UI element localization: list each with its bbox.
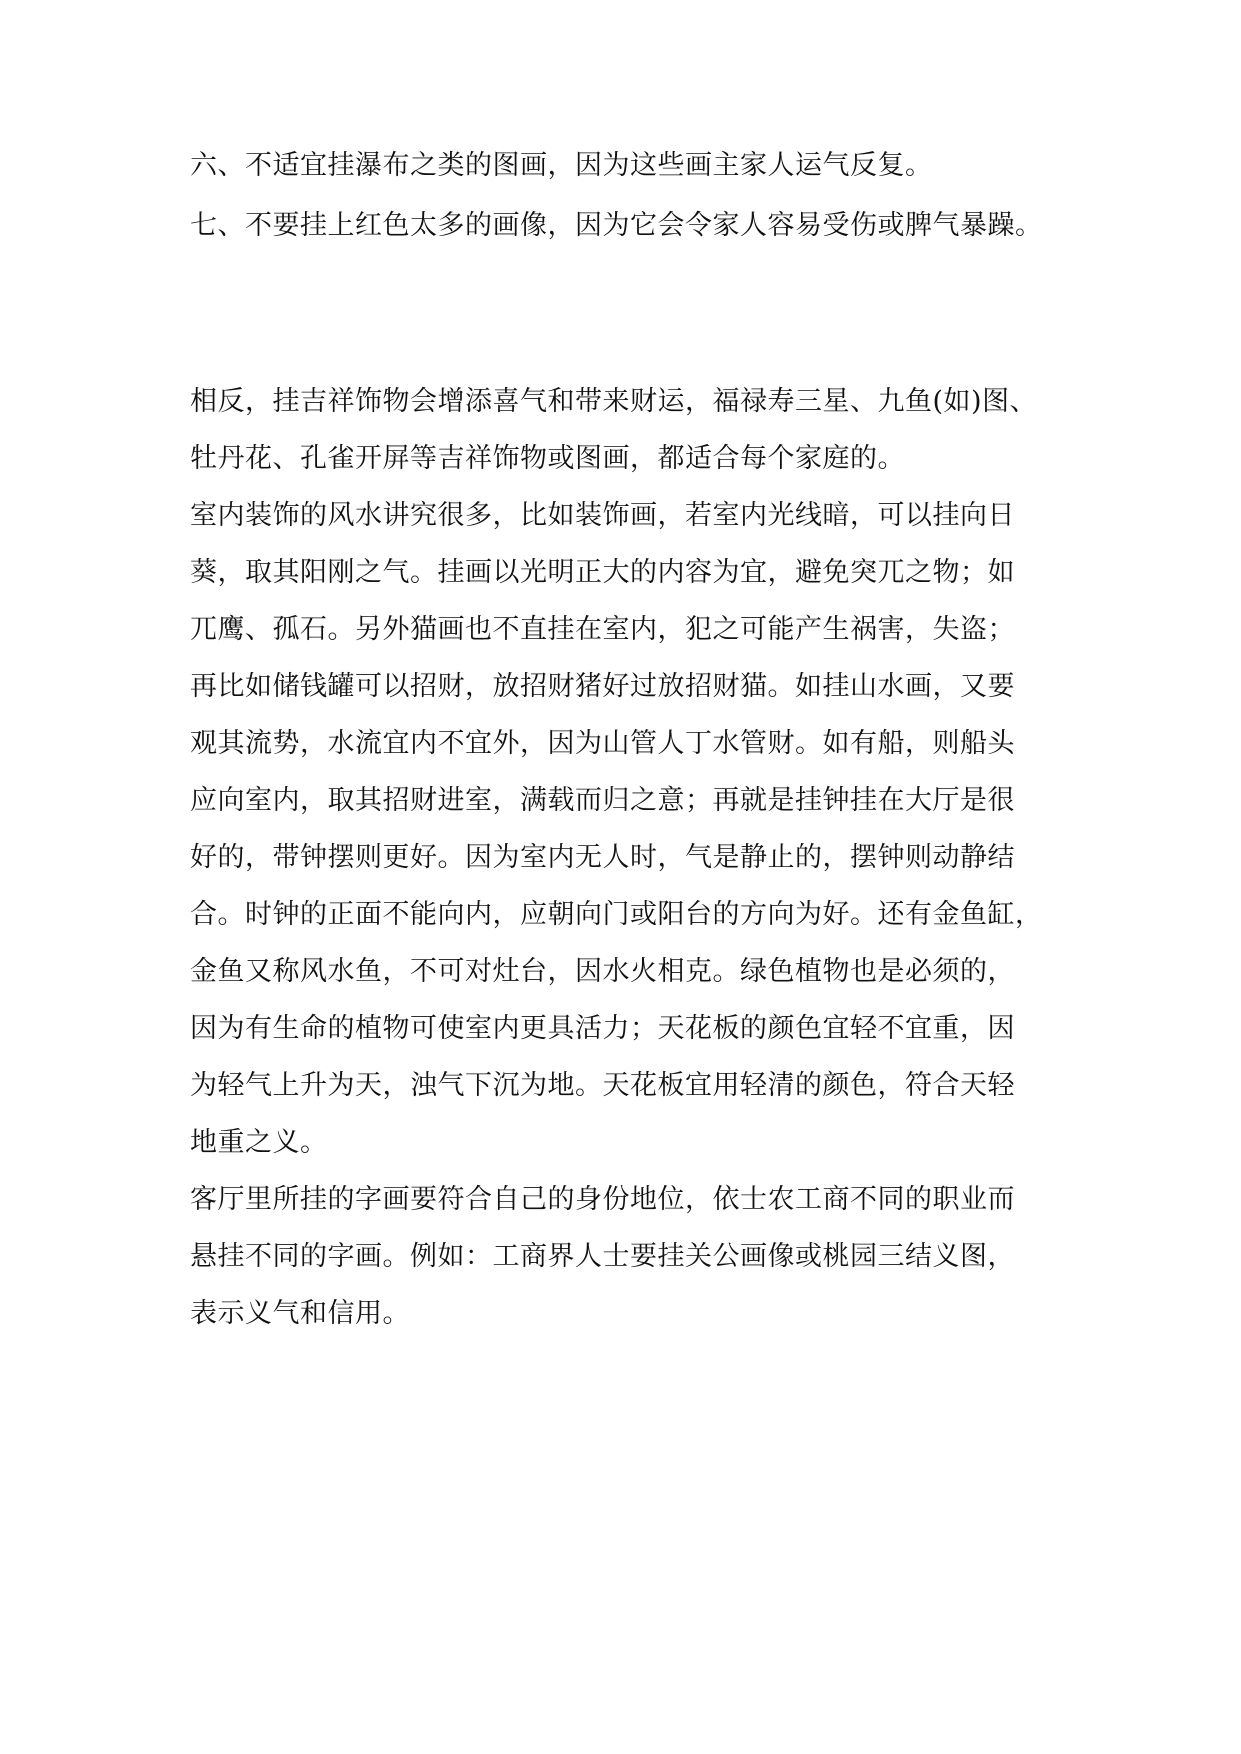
paragraph-2-line-2: 葵，取其阳刚之气。挂画以光明正大的内容为宜，避免突兀之物；如 xyxy=(190,557,1015,588)
paragraph-2-line-7: 好的，带钟摆则更好。因为室内无人时，气是静止的，摆钟则动静结 xyxy=(190,842,1015,873)
paragraph-2-line-9: 金鱼又称风水鱼，不可对灶台，因水火相克。绿色植物也是必须的， xyxy=(190,956,1015,987)
paragraph-3-line-2: 悬挂不同的字画。例如：工商界人士要挂关公画像或桃园三结义图， xyxy=(190,1241,1015,1272)
paragraph-2-line-10: 因为有生命的植物可使室内更具活力；天花板的颜色宜轻不宜重，因 xyxy=(190,1013,1015,1044)
paragraph-2-line-1: 室内装饰的风水讲究很多，比如装饰画，若室内光线暗，可以挂向日 xyxy=(190,500,1015,531)
paragraph-2-line-6: 应向室内，取其招财进室，满载而归之意；再就是挂钟挂在大厅是很 xyxy=(190,785,1015,816)
paragraph-2-line-3: 兀鹰、孤石。另外猫画也不直挂在室内，犯之可能产生祸害，失盗； xyxy=(190,614,1015,645)
paragraph-2-line-5: 观其流势，水流宜内不宜外，因为山管人丁水管财。如有船，则船头 xyxy=(190,728,1015,759)
paragraph-2-line-4: 再比如储钱罐可以招财，放招财猪好过放招财猫。如挂山水画，又要 xyxy=(190,671,1015,702)
list-item-7: 七、不要挂上红色太多的画像，因为它会令家人容易受伤或脾气暴躁。 xyxy=(190,210,1043,241)
paragraph-3-line-1: 客厅里所挂的字画要符合自己的身份地位，依士农工商不同的职业而 xyxy=(190,1184,1015,1215)
paragraph-2-line-8: 合。时钟的正面不能向内，应朝向门或阳台的方向为好。还有金鱼缸， xyxy=(190,899,1043,930)
paragraph-3-line-3: 表示义气和信用。 xyxy=(190,1298,410,1329)
paragraph-2-line-11: 为轻气上升为天，浊气下沉为地。天花板宜用轻清的颜色，符合天轻 xyxy=(190,1070,1015,1101)
paragraph-1-line-2: 牡丹花、孔雀开屏等吉祥饰物或图画，都适合每个家庭的。 xyxy=(190,443,905,474)
paragraph-1-line-1: 相反，挂吉祥饰物会增添喜气和带来财运，福禄寿三星、九鱼(如)图、 xyxy=(190,386,1038,417)
paragraph-2-line-12: 地重之义。 xyxy=(190,1127,328,1158)
list-item-6: 六、不适宜挂瀑布之类的图画，因为这些画主家人运气反复。 xyxy=(190,150,933,181)
